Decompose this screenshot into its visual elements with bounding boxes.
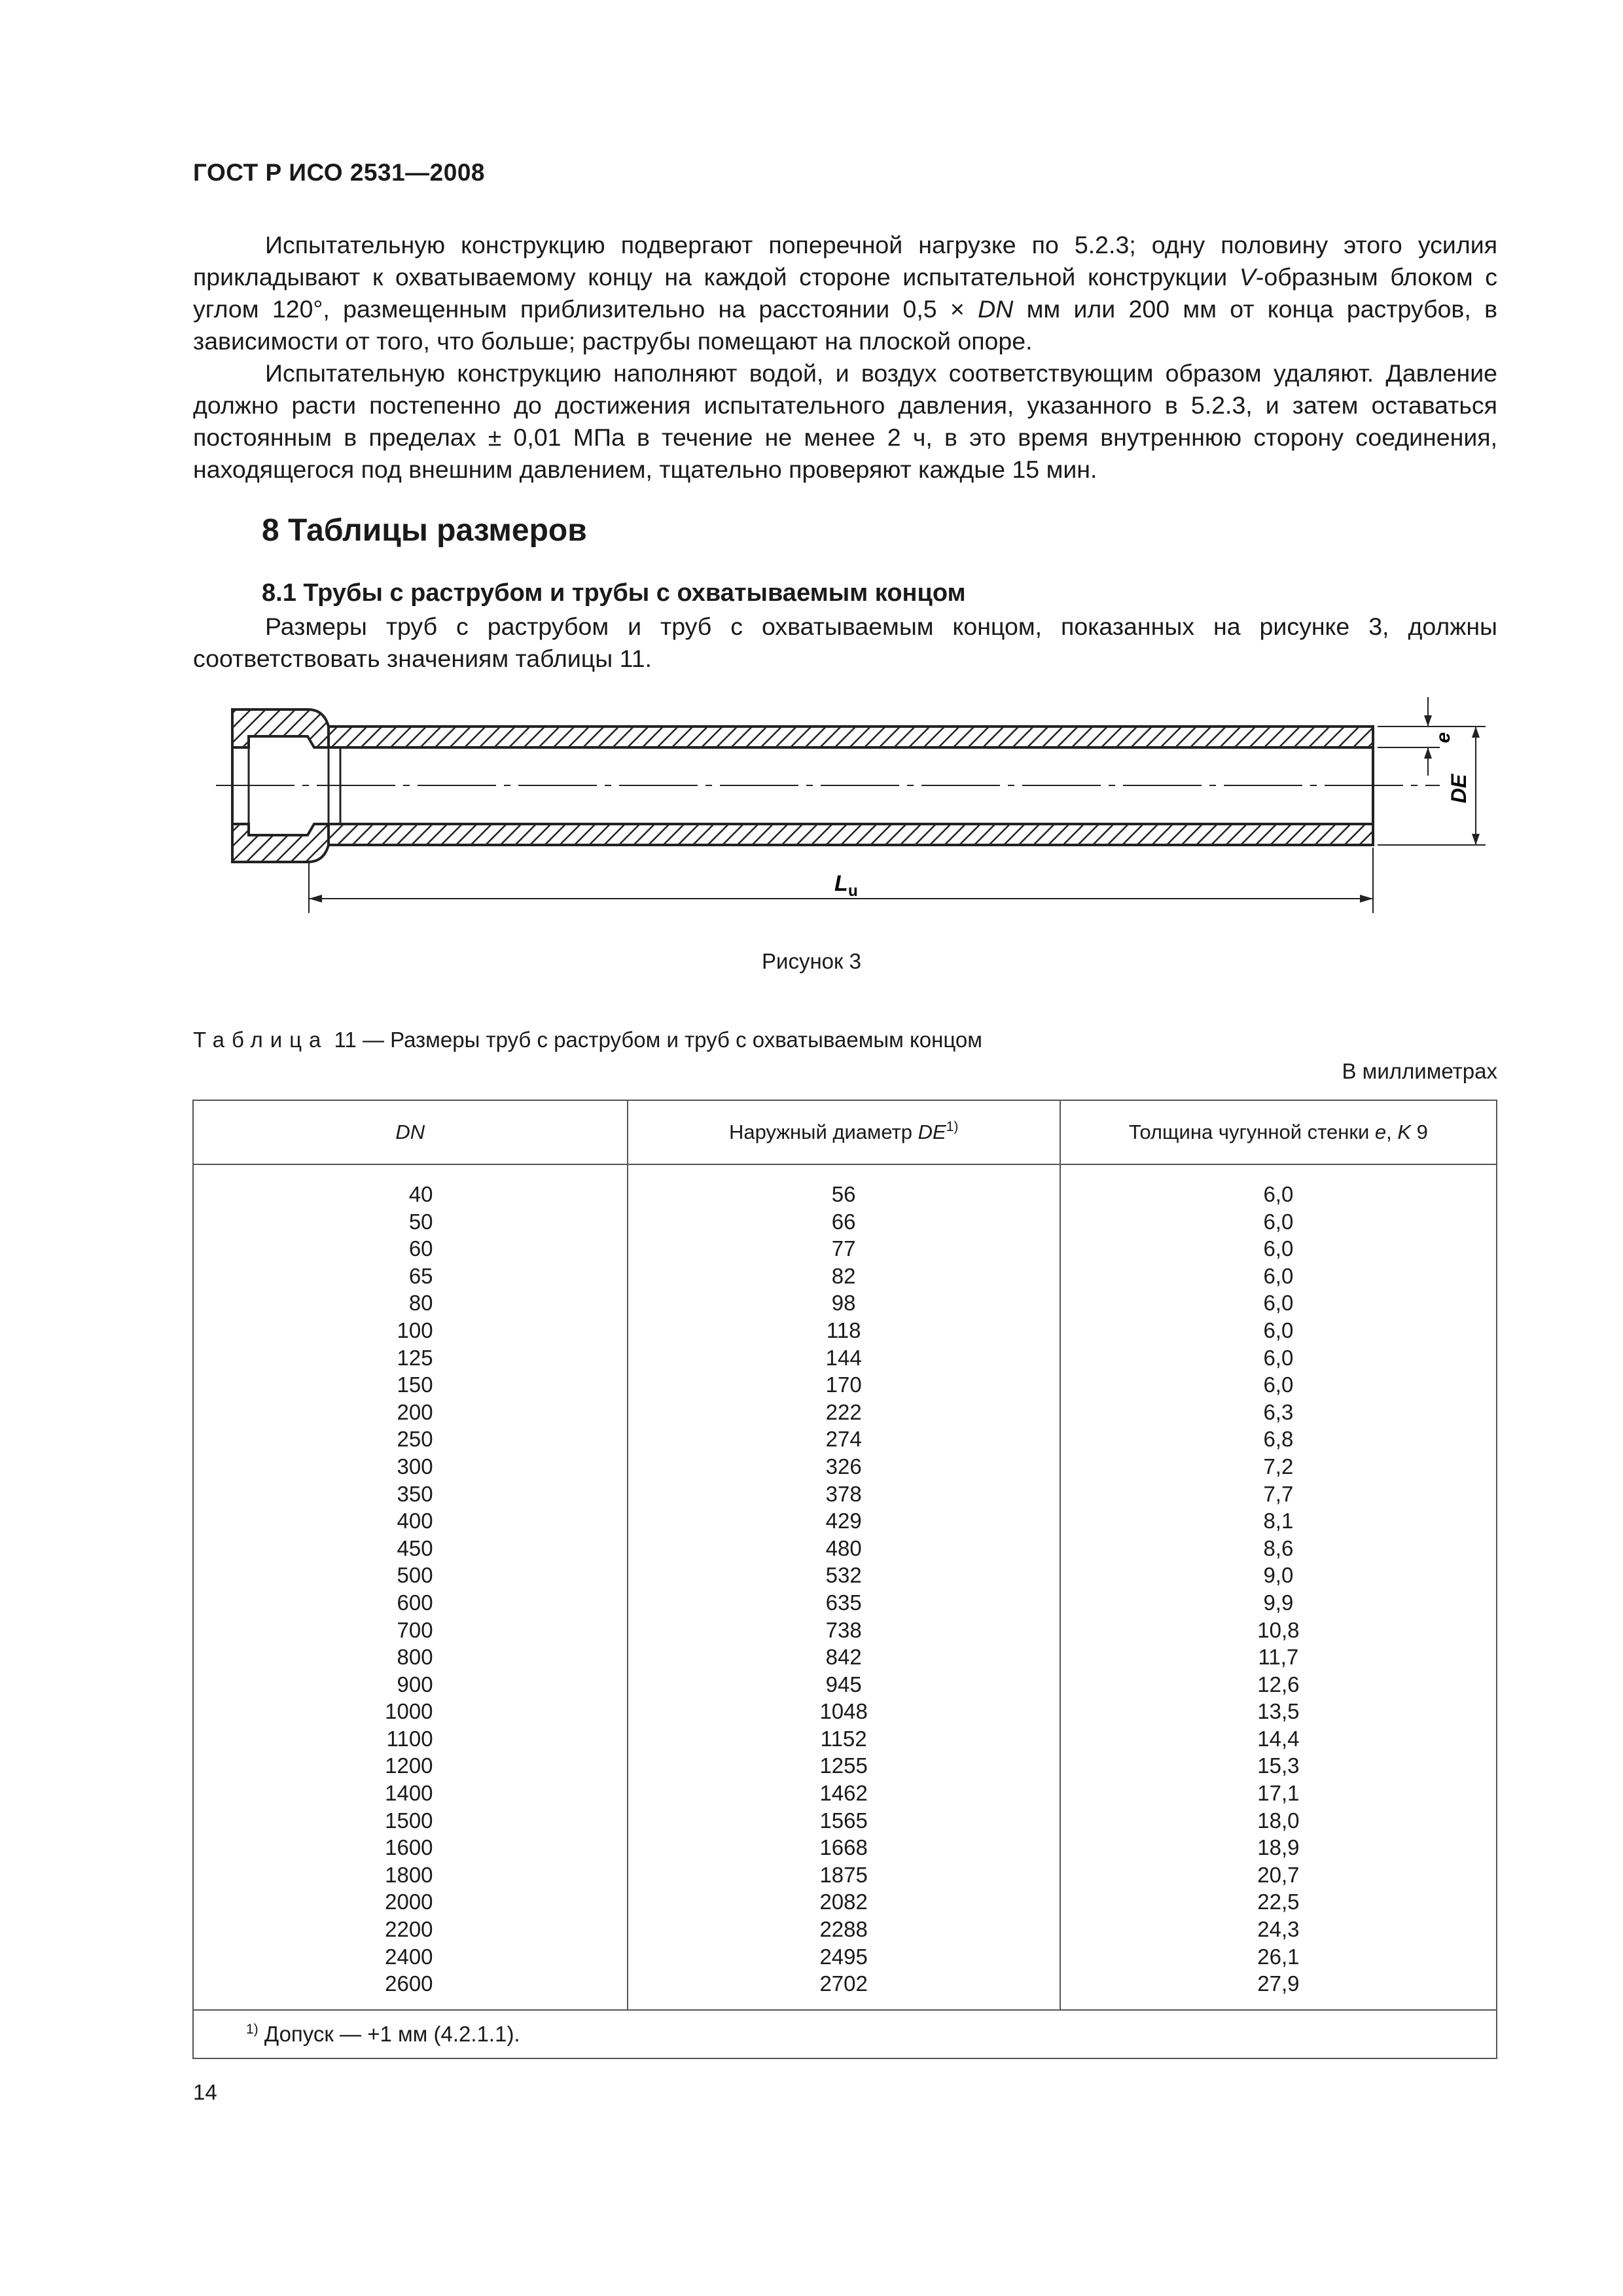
table-row [193,1807,1497,1835]
section-title: 8 Таблицы размеров [262,513,587,548]
table-row [193,1671,1497,1698]
table-row [193,1164,1497,1208]
cell-dn: 1200 [193,1752,628,1780]
cell-e: 10,8 [1060,1617,1497,1644]
cell-de: 378 [628,1480,1060,1508]
document-header: ГОСТ Р ИСО 2531—2008 [193,159,485,186]
cell-dn: 2200 [193,1916,628,1943]
subsection-title: 8.1 Трубы с раструбом и трубы с охватываемым концом [262,579,966,607]
table-row [193,1507,1497,1535]
cell-e: 26,1 [1060,1943,1497,1971]
cell-dn: 900 [193,1671,628,1698]
table-row [193,1861,1497,1889]
table-row [193,1589,1497,1617]
cell-e: 24,3 [1060,1916,1497,1943]
header-de-footnote-mark: 1) [946,1119,959,1134]
table-row [193,1752,1497,1780]
cell-de: 1565 [628,1807,1060,1835]
cell-de: 326 [628,1453,1060,1480]
cell-de: 2702 [628,1970,1060,2010]
table-row [193,1916,1497,1943]
cell-de: 1462 [628,1780,1060,1807]
cell-e: 6,8 [1060,1426,1497,1453]
table-row [193,1426,1497,1453]
cell-dn: 350 [193,1480,628,1508]
cell-dn: 1600 [193,1834,628,1861]
cell-de: 429 [628,1507,1060,1535]
socket-lower [232,824,329,862]
header-k-class: 9 [1411,1121,1428,1143]
cell-dn: 80 [193,1289,628,1317]
table-row [193,1208,1497,1236]
pipe-figure [209,691,1505,926]
para1-part-a: Испытательную конструкцию подвергают поперечной нагрузке по 5.2.3; одну половину этого усилия прикладывают к охватываемому концу на каждой стороне испытательной конструкции [193,231,1497,291]
table-row [193,1453,1497,1480]
cell-dn: 1800 [193,1861,628,1889]
dimensions-table [192,1100,1497,2059]
table-row [193,1263,1497,1290]
cell-dn: 1100 [193,1725,628,1753]
header-wall-thickness [1060,1100,1497,1164]
cell-de: 1048 [628,1698,1060,1725]
cell-de: 170 [628,1371,1060,1399]
cell-e: 6,0 [1060,1317,1497,1344]
cell-de: 118 [628,1317,1060,1344]
cell-dn: 450 [193,1535,628,1562]
cell-dn: 800 [193,1643,628,1671]
table-caption-rest: 11 — Размеры труб с раструбом и труб с охватываемым концом [328,1028,982,1052]
cell-de: 635 [628,1589,1060,1617]
header-de-prefix: Наружный диаметр [728,1121,918,1143]
cell-e: 27,9 [1060,1970,1497,2010]
cell-dn: 600 [193,1589,628,1617]
header-dn [193,1100,628,1164]
figure-caption: Рисунок 3 [762,949,861,973]
table-row [193,1344,1497,1372]
cell-dn: 50 [193,1208,628,1236]
cell-de: 144 [628,1344,1060,1372]
header-de-symbol: DE [918,1121,946,1143]
table-row [193,1943,1497,1971]
cell-e: 11,7 [1060,1643,1497,1671]
table-body [193,1164,1497,2010]
cell-e: 20,7 [1060,1861,1497,1889]
table-row [193,1888,1497,1916]
cell-de: 1152 [628,1725,1060,1753]
cell-e: 6,0 [1060,1235,1497,1263]
header-dn-label: DN [395,1121,425,1143]
para1-part-b: -образным блоком с углом 120°, размещенным приблизительно на расстоянии 0,5 × [193,263,1497,323]
cell-e: 9,0 [1060,1562,1497,1589]
table-row [193,1725,1497,1753]
cell-e: 18,9 [1060,1834,1497,1861]
header-k-symbol: K [1397,1121,1412,1143]
cell-e: 7,2 [1060,1453,1497,1480]
cell-de: 77 [628,1235,1060,1263]
cell-de: 2495 [628,1943,1060,1971]
cell-e: 17,1 [1060,1780,1497,1807]
cell-dn: 2000 [193,1888,628,1916]
cell-de: 222 [628,1399,1060,1426]
cell-e: 15,3 [1060,1752,1497,1780]
cell-e: 13,5 [1060,1698,1497,1725]
cell-de: 480 [628,1535,1060,1562]
paragraph-pressure-test: Испытательную конструкцию наполняют водой, и воздух соответствующим образом удаляют. Давление должно расти постепенно до достижения испытательного давления, указанного в 5.2.3, и затем оставаться постоянным в пределах ± 0,01 МПа в течение не менее 2 ч, в это время внутреннюю сторону соединения, находящегося под внешним давлением, тщательно проверяют каждые 15 мин. [193,359,1497,483]
table-row [193,1970,1497,2010]
cell-dn: 150 [193,1371,628,1399]
cell-e: 6,0 [1060,1263,1497,1290]
cell-de: 98 [628,1289,1060,1317]
cell-dn: 2400 [193,1943,628,1971]
label-de: DE [1447,774,1471,804]
cell-e: 6,0 [1060,1164,1497,1208]
cell-e: 18,0 [1060,1807,1497,1835]
cell-dn: 300 [193,1453,628,1480]
table-header-row [193,1100,1497,1164]
cell-e: 8,1 [1060,1507,1497,1535]
cell-e: 9,9 [1060,1589,1497,1617]
table-row [193,1562,1497,1589]
header-e-sep: , [1386,1121,1398,1143]
cell-e: 6,0 [1060,1371,1497,1399]
cell-e: 14,4 [1060,1725,1497,1753]
cell-de: 2288 [628,1916,1060,1943]
para1-part-c: мм или 200 мм от конца раструбов, в зависимости от того, что больше; раструбы помещают на плоской опоре. [193,295,1497,355]
cell-de: 1875 [628,1861,1060,1889]
para1-dn: DN [978,295,1014,323]
table-row [193,1698,1497,1725]
cell-dn: 700 [193,1617,628,1644]
label-l: L [834,871,848,896]
cell-de: 1255 [628,1752,1060,1780]
paragraph-table-reference-text: Размеры труб с раструбом и труб с охватываемым концом, показанных на рисунке 3, должны соответствовать значениям таблицы 11. [193,613,1497,672]
footnote-text: Допуск — +1 мм (4.2.1.1). [258,2022,520,2047]
table-units: В миллиметрах [1342,1059,1497,1083]
cell-e: 6,0 [1060,1289,1497,1317]
cell-de: 82 [628,1263,1060,1290]
cell-dn: 125 [193,1344,628,1372]
table-row [193,1535,1497,1562]
label-e: e [1433,732,1454,744]
table-row [193,1235,1497,1263]
table-row [193,1289,1497,1317]
cell-de: 66 [628,1208,1060,1236]
cell-e: 12,6 [1060,1671,1497,1698]
cell-dn: 400 [193,1507,628,1535]
cell-de: 738 [628,1617,1060,1644]
page-number: 14 [193,2080,217,2104]
table-row [193,1399,1497,1426]
cell-dn: 40 [193,1164,628,1208]
cell-e: 6,0 [1060,1344,1497,1372]
table-row [193,1780,1497,1807]
cell-dn: 65 [193,1263,628,1290]
pipe-bottom-wall [329,824,1373,845]
header-e-prefix: Толщина чугунной стенки [1128,1121,1375,1143]
table-footnote [193,2010,1497,2058]
table-row [193,1643,1497,1671]
cell-e: 6,3 [1060,1399,1497,1426]
cell-dn: 1000 [193,1698,628,1725]
table-row [193,1317,1497,1344]
cell-de: 1668 [628,1834,1060,1861]
cell-e: 22,5 [1060,1888,1497,1916]
cell-de: 842 [628,1643,1060,1671]
table-row [193,1834,1497,1861]
label-l-sub: u [848,882,858,900]
cell-de: 274 [628,1426,1060,1453]
cell-dn: 500 [193,1562,628,1589]
cell-dn: 1500 [193,1807,628,1835]
paragraph-table-reference [193,611,1497,675]
paragraph-load-test [193,229,1497,486]
header-e-symbol: e [1374,1121,1387,1143]
para1-v: V [1239,263,1256,291]
table-caption [193,1028,982,1052]
cell-dn: 1400 [193,1780,628,1807]
cell-dn: 200 [193,1399,628,1426]
table-row [193,1480,1497,1508]
socket-upper [232,709,329,747]
cell-de: 532 [628,1562,1060,1589]
cell-dn: 60 [193,1235,628,1263]
footnote-mark: 1) [246,2022,259,2037]
table-caption-word: Таблица [193,1028,329,1052]
cell-dn: 250 [193,1426,628,1453]
cell-de: 2082 [628,1888,1060,1916]
cell-de: 56 [628,1164,1060,1208]
cell-e: 7,7 [1060,1480,1497,1508]
table-row [193,1371,1497,1399]
cell-e: 8,6 [1060,1535,1497,1562]
pipe-top-wall [329,726,1373,747]
cell-de: 945 [628,1671,1060,1698]
table-row [193,1617,1497,1644]
header-outer-diameter [628,1100,1060,1164]
cell-dn: 100 [193,1317,628,1344]
table-footnote-row [193,2010,1497,2058]
cell-e: 6,0 [1060,1208,1497,1236]
cell-dn: 2600 [193,1970,628,2010]
